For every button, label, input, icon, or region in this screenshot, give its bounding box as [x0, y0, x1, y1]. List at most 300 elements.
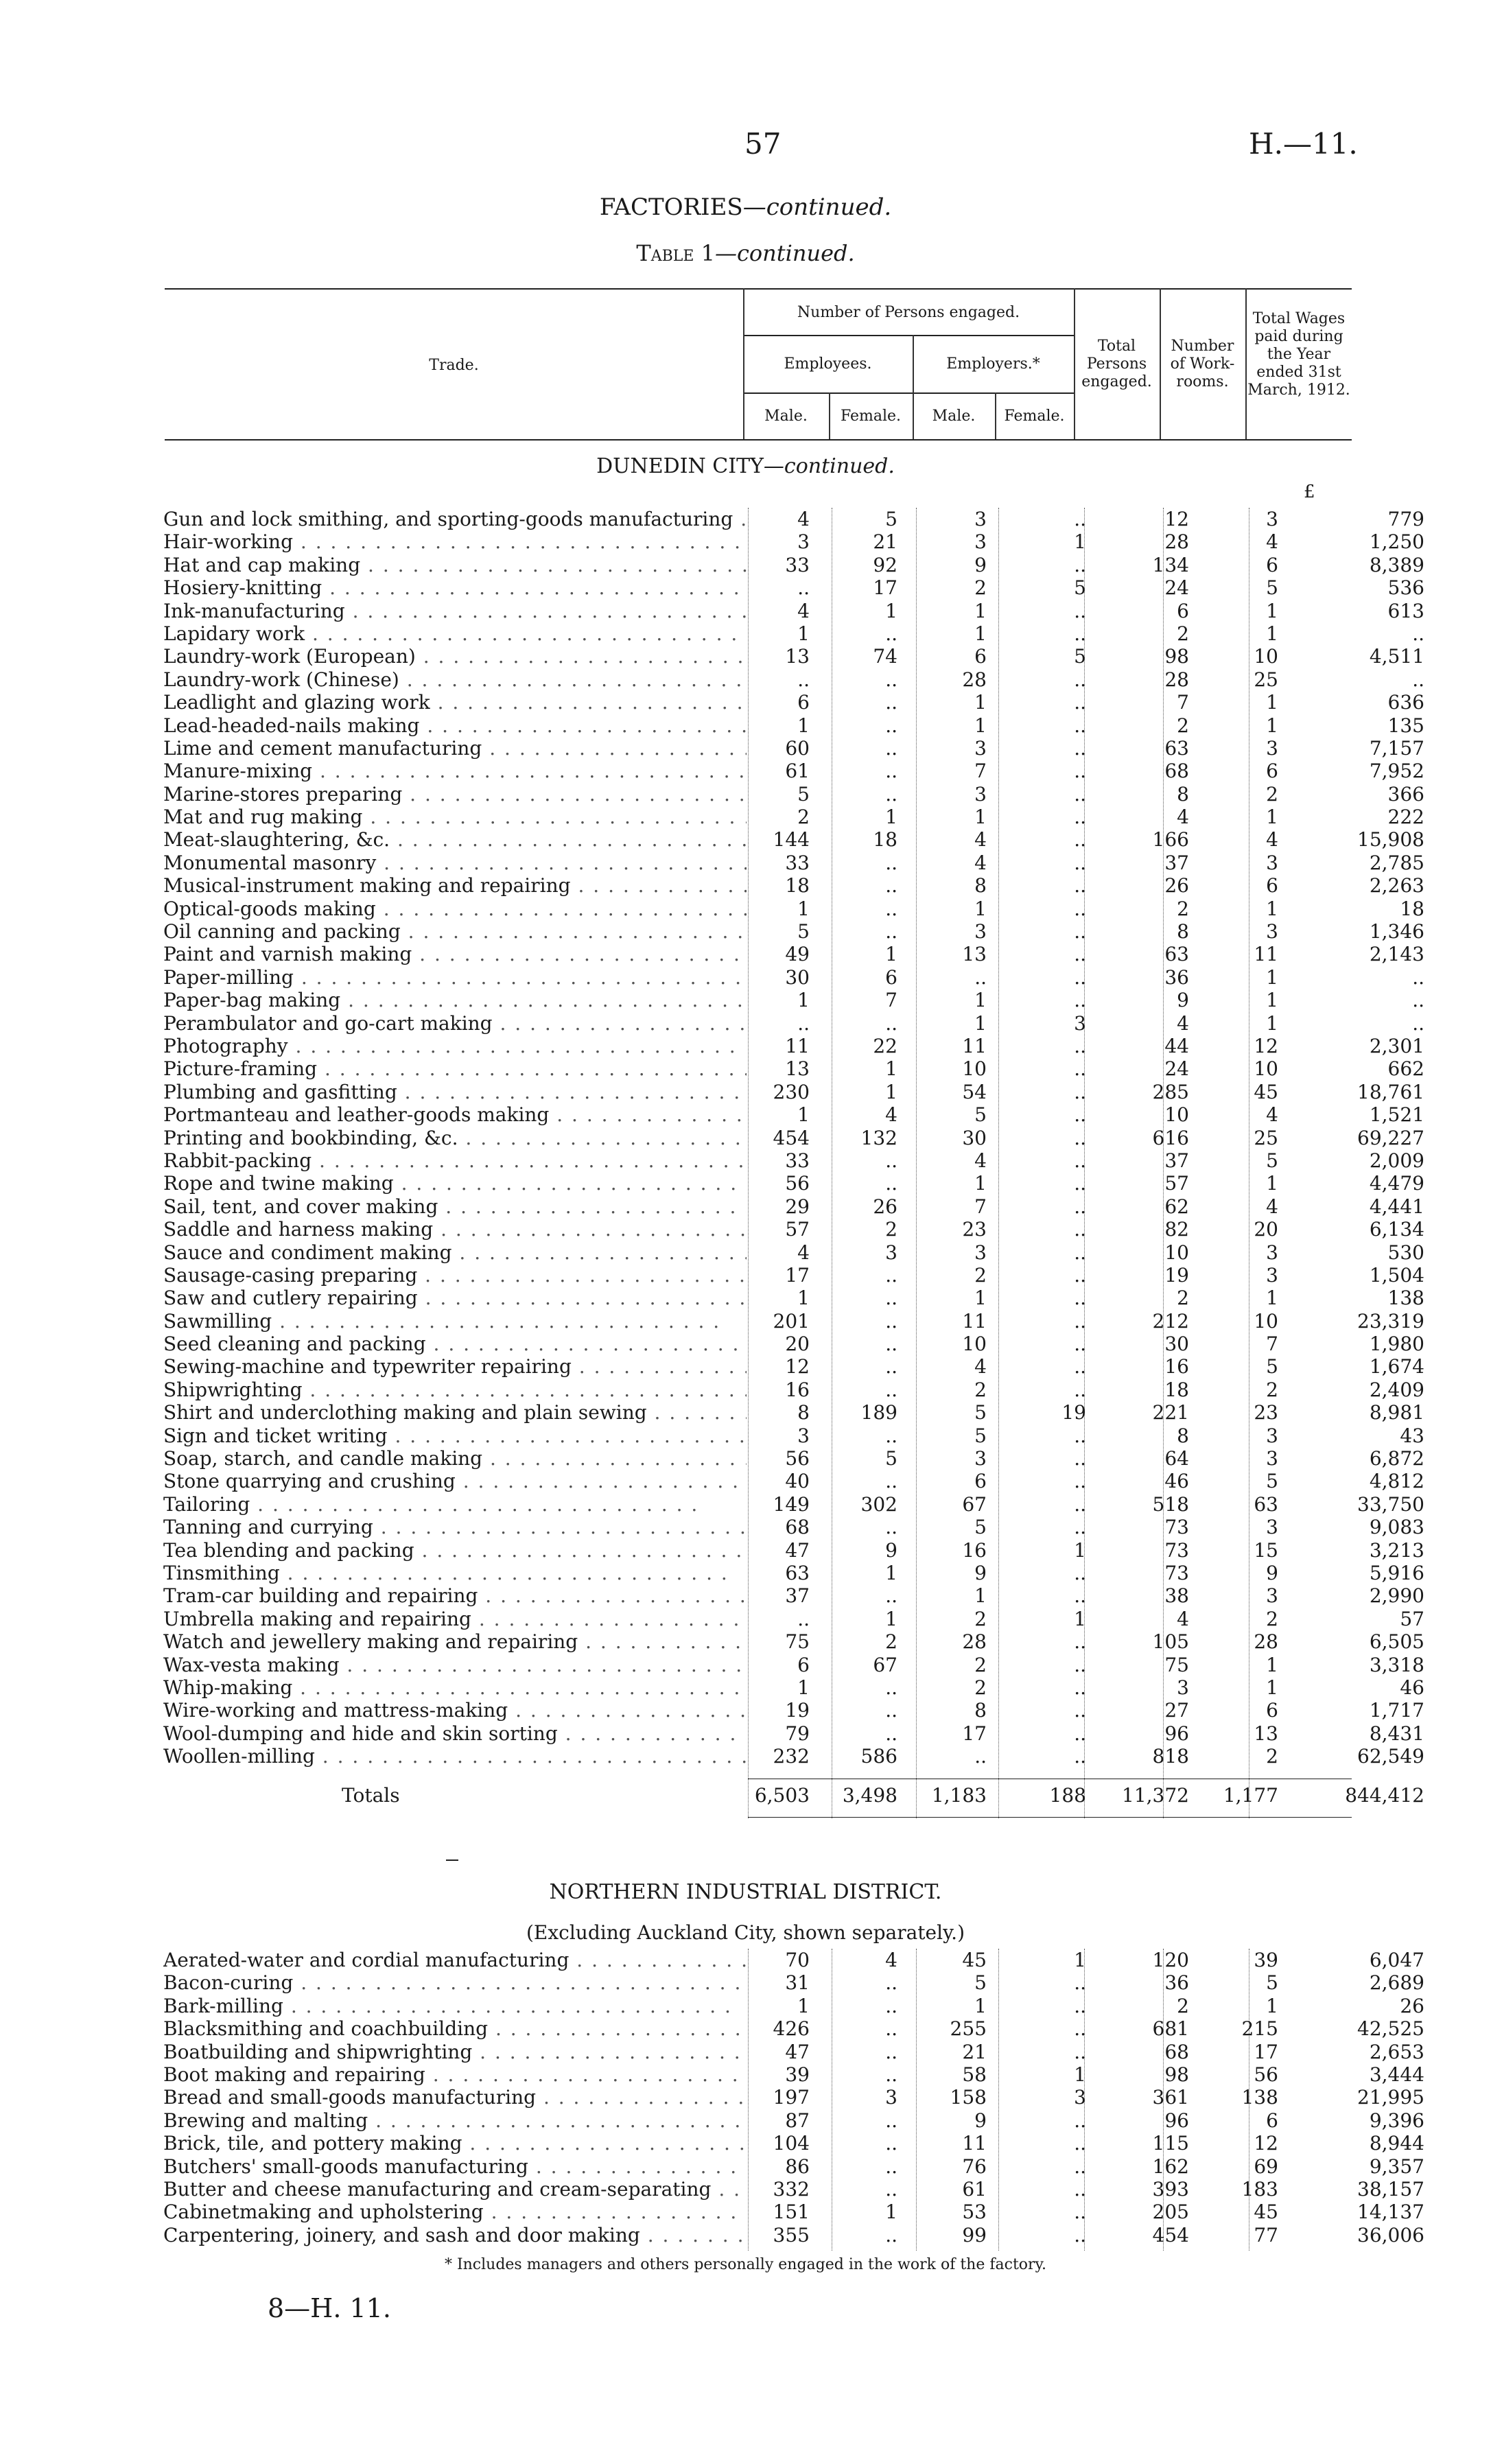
male-employers: 3	[974, 530, 987, 554]
male-employers: ..	[974, 965, 987, 989]
female-employers: ..	[1074, 782, 1086, 806]
female-employers: ..	[1074, 2040, 1086, 2063]
total-persons: 105	[1152, 1630, 1189, 1654]
female-employers: 5	[1074, 576, 1086, 600]
total-wages: 366	[1387, 782, 1424, 806]
female-employers: ..	[1074, 1699, 1086, 1722]
total-wages: 536	[1387, 576, 1424, 600]
workrooms: 3	[1266, 851, 1278, 874]
female-employers: 1	[1074, 1538, 1086, 1562]
female-employers: 1	[1074, 2063, 1086, 2086]
male-employees: 11	[785, 1034, 810, 1057]
employees-rule	[743, 392, 1074, 394]
workrooms: 2	[1266, 1378, 1278, 1401]
total-wages: 23,319	[1357, 1309, 1424, 1333]
header-bottom-rule	[165, 439, 1352, 441]
total-wages: 57	[1400, 1607, 1424, 1630]
male-employers: 3	[974, 1241, 987, 1264]
total-wages: ..	[1412, 965, 1424, 989]
female-employees: 2	[885, 1218, 897, 1241]
workrooms: 1	[1266, 897, 1278, 920]
workrooms: 1	[1266, 1172, 1278, 1195]
female-employees: ..	[885, 1309, 897, 1333]
male-employers: 67	[962, 1492, 987, 1516]
female-employers: ..	[1074, 1287, 1086, 1310]
male-employers: 1	[974, 622, 987, 645]
male-employees: 60	[785, 736, 810, 760]
male-employers: 1	[974, 691, 987, 714]
workrooms: 5	[1266, 1971, 1278, 1995]
workrooms: 183	[1241, 2177, 1278, 2201]
trade-name: Carpentering, joinery, and sash and door making . .	[163, 2224, 747, 2246]
female-employees: ..	[885, 874, 897, 897]
workrooms: 10	[1254, 1057, 1278, 1081]
male-employers: 53	[962, 2201, 987, 2224]
trade-name: Sign and ticket writing . .	[163, 1424, 747, 1447]
male-employees: 33	[785, 553, 810, 576]
female-employees: 5	[885, 1447, 897, 1470]
total-wages: 3,318	[1369, 1653, 1424, 1676]
workrooms: 1	[1266, 1653, 1278, 1676]
female-employees: ..	[885, 1172, 897, 1195]
header-total-persons: Total Persons engaged.	[1081, 338, 1152, 390]
trade-name: Laundry-work (Chinese) . .	[163, 668, 747, 691]
workrooms: 3	[1266, 1584, 1278, 1608]
header-workrooms: Number of Work-rooms.	[1170, 338, 1235, 390]
totals-persons: 11,372	[1122, 1784, 1189, 1807]
workrooms: 28	[1254, 1630, 1278, 1654]
female-employees: 1	[885, 943, 897, 966]
female-employers: ..	[1074, 1103, 1086, 1127]
footnote: * Includes managers and others personally engaged in the work of the factory.	[444, 2256, 1047, 2273]
trade-name: Sawmilling . .	[163, 1310, 747, 1333]
male-employers: 10	[962, 1057, 987, 1081]
workrooms: 7	[1266, 1333, 1278, 1356]
male-employees: 13	[785, 1057, 810, 1081]
total-wages: 3,213	[1369, 1538, 1424, 1562]
male-employees: 232	[773, 1745, 810, 1768]
section-title-cont: —continued.	[742, 193, 892, 221]
workrooms: 1	[1266, 1011, 1278, 1035]
total-persons: 2	[1177, 1994, 1189, 2017]
workrooms: 6	[1266, 553, 1278, 576]
workrooms: 3	[1266, 1424, 1278, 1447]
male-employees: 47	[785, 2040, 810, 2063]
totals-label: Totals	[342, 1784, 400, 1807]
workrooms: 3	[1266, 1263, 1278, 1287]
workrooms: 69	[1254, 2155, 1278, 2178]
trade-name: Plumbing and gasfitting . .	[163, 1081, 747, 1103]
male-employers: 9	[974, 2109, 987, 2132]
persons-rule	[743, 335, 1074, 336]
total-persons: 212	[1152, 1309, 1189, 1333]
workrooms: 1	[1266, 714, 1278, 737]
total-persons: 8	[1177, 1424, 1189, 1447]
total-wages: ..	[1412, 622, 1424, 645]
female-employers: ..	[1074, 2132, 1086, 2155]
female-employees: ..	[885, 1722, 897, 1745]
total-wages: 15,908	[1357, 828, 1424, 852]
total-wages: 6,505	[1369, 1630, 1424, 1654]
male-employees: 70	[785, 1949, 810, 1971]
workrooms: 6	[1266, 1699, 1278, 1722]
totals-employer-female: 188	[1049, 1784, 1086, 1807]
total-wages: 7,157	[1369, 736, 1424, 760]
total-persons: 8	[1177, 920, 1189, 943]
table-label-cont: —continued.	[714, 240, 855, 266]
total-persons: 134	[1152, 553, 1189, 576]
total-wages: 18	[1400, 897, 1424, 920]
trade-name: Sauce and condiment making . .	[163, 1241, 747, 1264]
female-employers: ..	[1074, 1424, 1086, 1447]
total-wages: 4,812	[1369, 1470, 1424, 1493]
total-persons: 28	[1164, 530, 1189, 554]
male-employers: 61	[962, 2177, 987, 2201]
total-persons: 73	[1164, 1561, 1189, 1584]
total-wages: 2,301	[1369, 1034, 1424, 1057]
total-persons: 28	[1164, 668, 1189, 691]
female-employees: 1	[885, 806, 897, 829]
female-employers: ..	[1074, 1149, 1086, 1172]
trade-name: Picture-framing . .	[163, 1057, 747, 1080]
male-employers: 10	[962, 1333, 987, 1356]
trade-name: Tinsmithing . .	[163, 1562, 747, 1584]
male-employers: 11	[962, 1309, 987, 1333]
total-persons: 63	[1164, 736, 1189, 760]
trade-name: Meat-slaughtering, &c. . .	[163, 828, 747, 851]
male-employers: 3	[974, 508, 987, 530]
male-employees: 6	[797, 1653, 810, 1676]
total-wages: 6,872	[1369, 1447, 1424, 1470]
male-employees: 104	[773, 2132, 810, 2155]
workrooms: 4	[1266, 530, 1278, 554]
totals-male: 6,503	[754, 1784, 810, 1807]
male-employees: 30	[785, 965, 810, 989]
male-employees: 6	[797, 691, 810, 714]
female-employees: 1	[885, 599, 897, 622]
trade-name: Butchers' small-goods manufacturing . .	[163, 2155, 747, 2178]
total-wages: 2,409	[1369, 1378, 1424, 1401]
female-employees: ..	[885, 2223, 897, 2246]
trade-name: Mat and rug making . .	[163, 806, 747, 828]
male-employers: 13	[962, 943, 987, 966]
total-persons: 38	[1164, 1584, 1189, 1608]
trade-name: Seed cleaning and packing . .	[163, 1333, 747, 1355]
total-persons: 96	[1164, 2109, 1189, 2132]
total-persons: 2	[1177, 1287, 1189, 1310]
trade-name: Monumental masonry . .	[163, 852, 747, 874]
male-employees: 79	[785, 1722, 810, 1745]
total-persons: 8	[1177, 782, 1189, 806]
workrooms: 5	[1266, 1355, 1278, 1378]
female-employees: ..	[885, 2040, 897, 2063]
workrooms: 63	[1254, 1492, 1278, 1516]
workrooms: 17	[1254, 2040, 1278, 2063]
male-employers: 5	[974, 1516, 987, 1539]
total-wages: 21,995	[1357, 2086, 1424, 2109]
total-persons: 98	[1164, 645, 1189, 668]
workrooms: 20	[1254, 1218, 1278, 1241]
male-employers: 16	[962, 1538, 987, 1562]
trade-name: Sewing-machine and typewriter repairing . .	[163, 1355, 747, 1378]
male-employees: 33	[785, 851, 810, 874]
total-persons: 6	[1177, 599, 1189, 622]
total-wages: 6,134	[1369, 1218, 1424, 1241]
total-persons: 4	[1177, 806, 1189, 829]
trade-name: Ink-manufacturing . .	[163, 600, 747, 622]
trade-name: Paper-bag making . .	[163, 989, 747, 1011]
female-employers: ..	[1074, 1994, 1086, 2017]
trade-name: Optical-goods making . .	[163, 897, 747, 920]
workrooms: 2	[1266, 782, 1278, 806]
female-employers: ..	[1074, 1653, 1086, 1676]
female-employees: 21	[873, 530, 897, 554]
male-employers: 1	[974, 1994, 987, 2017]
male-employers: 5	[974, 1424, 987, 1447]
female-employees: ..	[885, 1149, 897, 1172]
male-employees: 426	[773, 2017, 810, 2041]
total-persons: 120	[1152, 1949, 1189, 1971]
total-wages: 2,263	[1369, 874, 1424, 897]
trade-name: Leadlight and glazing work . .	[163, 691, 747, 714]
header-male: Male.	[764, 408, 808, 425]
workrooms: 39	[1254, 1949, 1278, 1971]
male-employees: 86	[785, 2155, 810, 2178]
female-employees: ..	[885, 1971, 897, 1995]
total-persons: 96	[1164, 1722, 1189, 1745]
total-persons: 115	[1152, 2132, 1189, 2155]
workrooms: 13	[1254, 1722, 1278, 1745]
female-employers: ..	[1074, 1333, 1086, 1356]
male-employees: 355	[773, 2223, 810, 2246]
male-employees: 16	[785, 1378, 810, 1401]
male-employees: 230	[773, 1080, 810, 1103]
female-employers: ..	[1074, 1218, 1086, 1241]
male-employees: 4	[797, 1241, 810, 1264]
female-employers: ..	[1074, 1722, 1086, 1745]
male-employees: 61	[785, 760, 810, 783]
workrooms: 3	[1266, 1516, 1278, 1539]
female-employers: ..	[1074, 851, 1086, 874]
female-employees: ..	[885, 2155, 897, 2178]
trade-name: Lime and cement manufacturing . .	[163, 737, 747, 760]
total-wages: 18,761	[1357, 1080, 1424, 1103]
female-employees: ..	[885, 2063, 897, 2086]
page-number: 57	[744, 127, 782, 161]
female-employers: ..	[1074, 2201, 1086, 2224]
trade-name: Photography . .	[163, 1035, 747, 1057]
female-employees: ..	[885, 622, 897, 645]
female-employees: 1	[885, 2201, 897, 2224]
trade-name: Saw and cutlery repairing . .	[163, 1287, 747, 1309]
workrooms: 1	[1266, 1994, 1278, 2017]
section-title	[0, 193, 1491, 221]
male-employers: 9	[974, 1561, 987, 1584]
total-persons: 518	[1152, 1492, 1189, 1516]
male-employees: 57	[785, 1218, 810, 1241]
total-wages: 62,549	[1357, 1745, 1424, 1768]
female-employees: 1	[885, 1607, 897, 1630]
female-employers: ..	[1074, 1057, 1086, 1081]
total-wages: 43	[1400, 1424, 1424, 1447]
male-employees: 454	[773, 1126, 810, 1149]
female-employers: ..	[1074, 2017, 1086, 2041]
total-wages: 7,952	[1369, 760, 1424, 783]
trade-name: Wool-dumping and hide and skin sorting . .	[163, 1722, 747, 1745]
total-wages: 14,137	[1357, 2201, 1424, 2224]
total-persons: 4	[1177, 1607, 1189, 1630]
male-employers: 158	[950, 2086, 987, 2109]
header-vline-7	[1245, 288, 1247, 439]
total-wages: 8,944	[1369, 2132, 1424, 2155]
trade-name: Musical-instrument making and repairing . .	[163, 874, 747, 897]
trade-name: Rope and twine making . .	[163, 1172, 747, 1195]
total-persons: 64	[1164, 1447, 1189, 1470]
male-employers: 7	[974, 1195, 987, 1218]
total-persons: 63	[1164, 943, 1189, 966]
header-top-rule	[165, 288, 1352, 290]
totals-female: 3,498	[842, 1784, 897, 1807]
female-employees: 132	[860, 1126, 897, 1149]
total-wages: 1,504	[1369, 1263, 1424, 1287]
female-employees: ..	[885, 1516, 897, 1539]
male-employees: 332	[773, 2177, 810, 2201]
female-employees: ..	[885, 920, 897, 943]
male-employers: 6	[974, 1470, 987, 1493]
male-employers: 17	[962, 1722, 987, 1745]
female-employees: ..	[885, 782, 897, 806]
female-employees: 1	[885, 1080, 897, 1103]
male-employees: 87	[785, 2109, 810, 2132]
male-employers: 9	[974, 553, 987, 576]
male-employees: 3	[797, 530, 810, 554]
female-employees: 67	[873, 1653, 897, 1676]
total-wages: 38,157	[1357, 2177, 1424, 2201]
total-wages: 2,990	[1369, 1584, 1424, 1608]
total-wages: 4,479	[1369, 1172, 1424, 1195]
male-employees: 201	[773, 1309, 810, 1333]
female-employers: ..	[1074, 1470, 1086, 1493]
workrooms: 1	[1266, 1287, 1278, 1310]
male-employees: 1	[797, 1103, 810, 1127]
total-wages: 1,521	[1369, 1103, 1424, 1127]
total-persons: 24	[1164, 576, 1189, 600]
dunedin-title	[0, 454, 1491, 478]
total-persons: 221	[1152, 1401, 1189, 1424]
female-employers: ..	[1074, 1516, 1086, 1539]
trade-name: Hosiery-knitting . .	[163, 576, 747, 599]
female-employees: ..	[885, 1378, 897, 1401]
male-employees: 68	[785, 1516, 810, 1539]
total-persons: 818	[1152, 1745, 1189, 1768]
female-employers: ..	[1074, 1378, 1086, 1401]
female-employees: 4	[885, 1949, 897, 1971]
trade-name: Sausage-casing preparing . .	[163, 1264, 747, 1287]
total-wages: 9,357	[1369, 2155, 1424, 2178]
female-employers: ..	[1074, 508, 1086, 530]
male-employees: 40	[785, 1470, 810, 1493]
trade-name: Rabbit-packing . .	[163, 1149, 747, 1172]
female-employees: 3	[885, 1241, 897, 1264]
total-wages: 5,916	[1369, 1561, 1424, 1584]
female-employees: 2	[885, 1630, 897, 1654]
total-wages: 4,511	[1369, 645, 1424, 668]
male-employees: 8	[797, 1401, 810, 1424]
trade-name: Cabinetmaking and upholstering . .	[163, 2201, 747, 2223]
female-employers: 1	[1074, 1607, 1086, 1630]
total-persons: 30	[1164, 1333, 1189, 1356]
male-employers: 30	[962, 1126, 987, 1149]
female-employees: 5	[885, 508, 897, 530]
male-employers: 255	[950, 2017, 987, 2041]
workrooms: 3	[1266, 508, 1278, 530]
female-employees: ..	[885, 1584, 897, 1608]
header-employer-male: Male.	[932, 408, 976, 425]
female-employers: 5	[1074, 645, 1086, 668]
currency-mark: £	[1304, 482, 1315, 502]
total-wages: 26	[1400, 1994, 1424, 2017]
totals-employer-male: 1,183	[931, 1784, 987, 1807]
female-employees: ..	[885, 1470, 897, 1493]
trade-name: Gun and lock smithing, and sporting-goods manufacturing . .	[163, 508, 747, 530]
total-wages: ..	[1412, 1011, 1424, 1035]
total-wages: 135	[1387, 714, 1424, 737]
workrooms: 1	[1266, 806, 1278, 829]
trade-name: Shirt and underclothing making and plain sewing . .	[163, 1401, 747, 1424]
section-title-text: FACTORIES	[599, 193, 743, 221]
male-employees: 5	[797, 782, 810, 806]
total-persons: 18	[1164, 1378, 1189, 1401]
total-persons: 37	[1164, 851, 1189, 874]
male-employees: 149	[773, 1492, 810, 1516]
trade-name: Umbrella making and repairing . .	[163, 1608, 747, 1630]
trade-name: Printing and bookbinding, &c. . .	[163, 1127, 747, 1149]
male-employees: 29	[785, 1195, 810, 1218]
female-employees: ..	[885, 1699, 897, 1722]
workrooms: 3	[1266, 1447, 1278, 1470]
female-employers: ..	[1074, 668, 1086, 691]
totals-bottom-rule	[748, 1817, 1352, 1818]
total-wages: 222	[1387, 806, 1424, 829]
total-persons: 19	[1164, 1263, 1189, 1287]
trade-name: Woollen-milling . .	[163, 1745, 747, 1768]
female-employers: ..	[1074, 965, 1086, 989]
female-employers: ..	[1074, 1447, 1086, 1470]
male-employers: 3	[974, 1447, 987, 1470]
workrooms: 4	[1266, 1195, 1278, 1218]
trade-name: Shipwrighting . .	[163, 1378, 747, 1401]
male-employees: 17	[785, 1263, 810, 1287]
total-persons: 4	[1177, 1011, 1189, 1035]
header-trade: Trade.	[429, 357, 479, 374]
trade-name: Brewing and malting . .	[163, 2109, 747, 2132]
total-persons: 44	[1164, 1034, 1189, 1057]
header-employees: Employees.	[784, 355, 872, 373]
male-employees: 1	[797, 989, 810, 1012]
female-employees: ..	[885, 2177, 897, 2201]
total-persons: 68	[1164, 2040, 1189, 2063]
male-employers: 5	[974, 1103, 987, 1127]
total-persons: 73	[1164, 1516, 1189, 1539]
workrooms: 5	[1266, 1149, 1278, 1172]
male-employees: 75	[785, 1630, 810, 1654]
male-employers: 4	[974, 851, 987, 874]
workrooms: 25	[1254, 1126, 1278, 1149]
male-employees: 37	[785, 1584, 810, 1608]
male-employers: 54	[962, 1080, 987, 1103]
total-wages: 46	[1400, 1676, 1424, 1699]
female-employers: 1	[1074, 1949, 1086, 1971]
